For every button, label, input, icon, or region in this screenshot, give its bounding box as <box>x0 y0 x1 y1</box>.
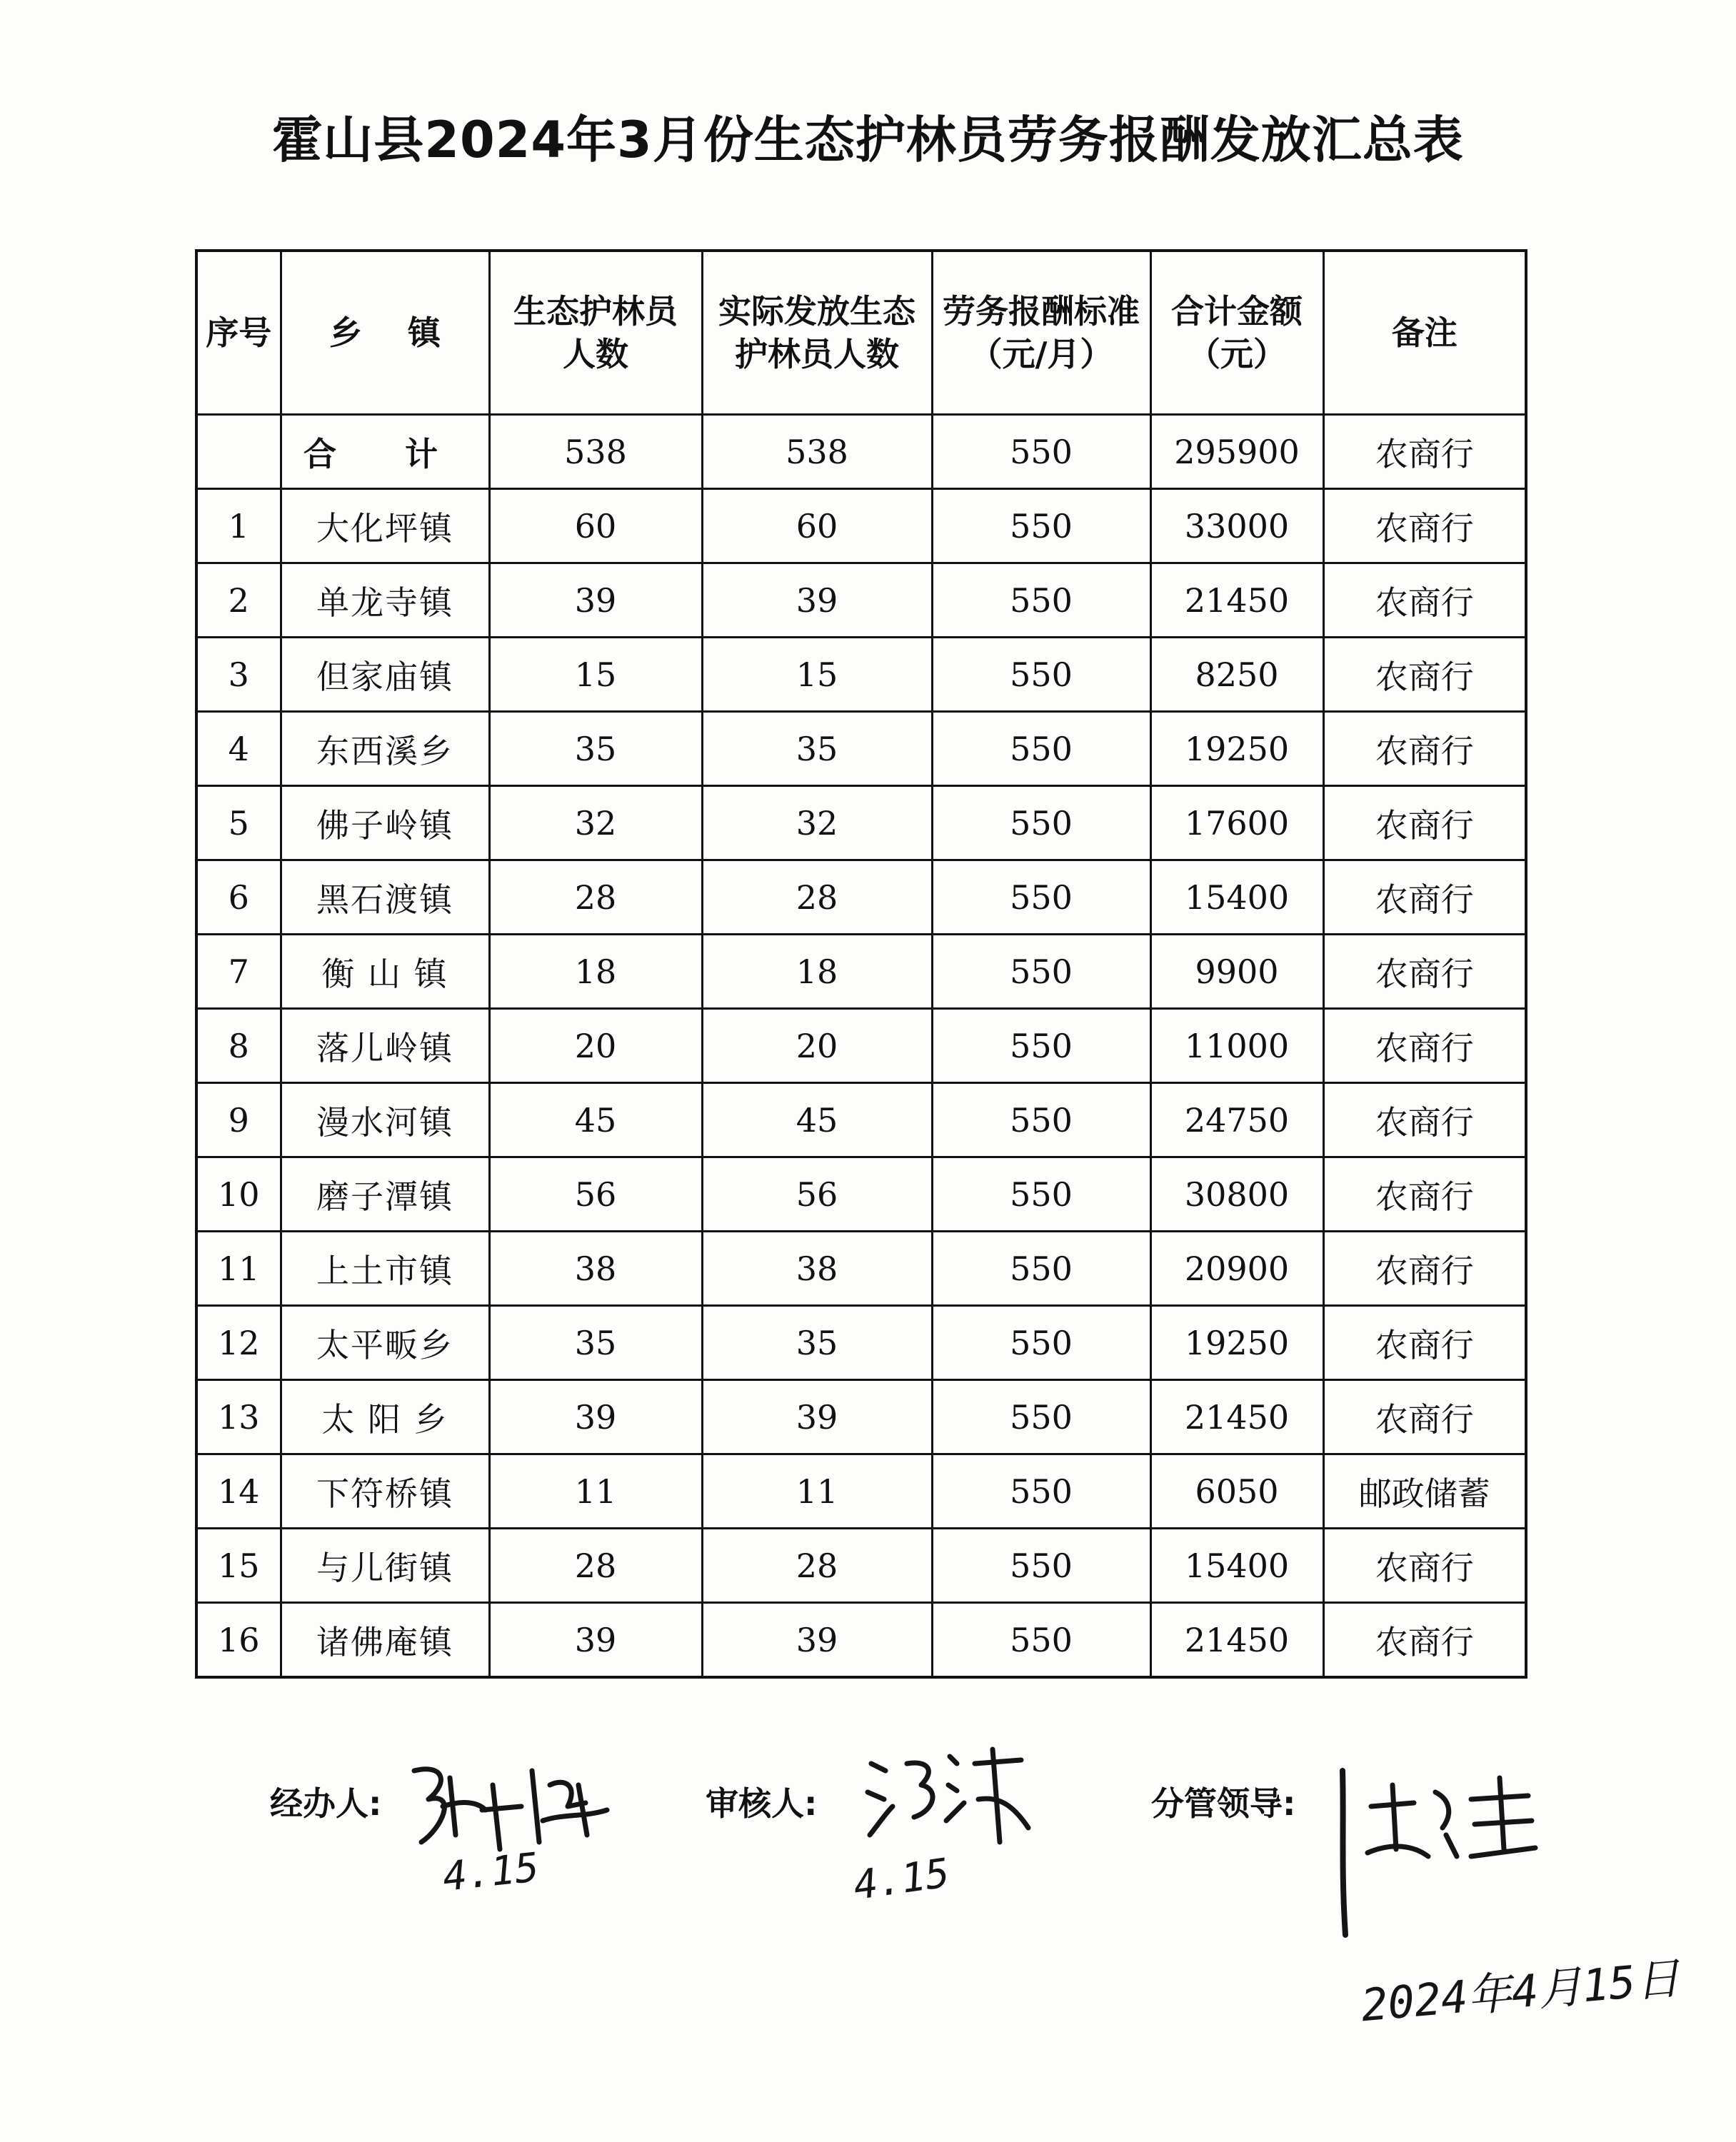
cell-actual: 45 <box>702 1083 932 1157</box>
cell-actual: 39 <box>702 1380 932 1454</box>
cell-no: 5 <box>196 786 281 860</box>
cell-note: 农商行 <box>1323 1529 1526 1603</box>
table-row <box>196 860 1526 935</box>
cell-actual: 39 <box>702 1603 932 1678</box>
cell-count: 56 <box>489 1157 702 1232</box>
cell-town: 单龙寺镇 <box>281 563 489 638</box>
cell-amount: 6050 <box>1150 1454 1323 1529</box>
cell-actual: 56 <box>702 1157 932 1232</box>
total-actual: 538 <box>702 415 932 489</box>
cell-note: 农商行 <box>1323 563 1526 638</box>
cell-no: 11 <box>196 1232 281 1306</box>
cell-standard: 550 <box>932 489 1150 563</box>
handler-label: 经办人: <box>270 1784 382 1823</box>
cell-no: 3 <box>196 638 281 712</box>
cell-amount: 33000 <box>1150 489 1323 563</box>
cell-amount: 19250 <box>1150 1306 1323 1380</box>
total-note: 农商行 <box>1323 415 1526 489</box>
cell-count: 32 <box>489 786 702 860</box>
cell-note: 农商行 <box>1323 1009 1526 1083</box>
cell-town: 但家庙镇 <box>281 638 489 712</box>
cell-actual: 39 <box>702 563 932 638</box>
cell-amount: 15400 <box>1150 860 1323 935</box>
total-label: 合 计 <box>281 415 489 489</box>
cell-town: 落儿岭镇 <box>281 1009 489 1083</box>
cell-town: 下符桥镇 <box>281 1454 489 1529</box>
cell-amount: 24750 <box>1150 1083 1323 1157</box>
header-amount: 合计金额（元） <box>1150 251 1323 415</box>
cell-amount: 11000 <box>1150 1009 1323 1083</box>
cell-town: 黑石渡镇 <box>281 860 489 935</box>
table-row <box>196 1009 1526 1083</box>
cell-count: 45 <box>489 1083 702 1157</box>
cell-standard: 550 <box>932 1529 1150 1603</box>
cell-count: 60 <box>489 489 702 563</box>
cell-count: 20 <box>489 1009 702 1083</box>
cell-amount: 30800 <box>1150 1157 1323 1232</box>
cell-standard: 550 <box>932 638 1150 712</box>
cell-note: 农商行 <box>1323 860 1526 935</box>
cell-standard: 550 <box>932 1380 1150 1454</box>
cell-standard: 550 <box>932 786 1150 860</box>
cell-standard: 550 <box>932 712 1150 786</box>
cell-standard: 550 <box>932 1232 1150 1306</box>
total-standard: 550 <box>932 415 1150 489</box>
cell-note: 农商行 <box>1323 1232 1526 1306</box>
cell-amount: 15400 <box>1150 1529 1323 1603</box>
table-row <box>196 1380 1526 1454</box>
cell-town: 诸佛庵镇 <box>281 1603 489 1678</box>
cell-no: 16 <box>196 1603 281 1678</box>
table-row <box>196 1529 1526 1603</box>
cell-amount: 21450 <box>1150 1603 1323 1678</box>
leader-date: 2024年4月15日 <box>1359 1951 1682 2032</box>
cell-standard: 550 <box>932 1603 1150 1678</box>
cell-no: 2 <box>196 563 281 638</box>
cell-amount: 9900 <box>1150 935 1323 1009</box>
total-no <box>196 415 281 489</box>
cell-town: 大化坪镇 <box>281 489 489 563</box>
cell-actual: 35 <box>702 712 932 786</box>
document-title: 霍山县2024年3月份生态护林员劳务报酬发放汇总表 <box>272 111 1464 169</box>
cell-actual: 11 <box>702 1454 932 1529</box>
total-row <box>196 415 1526 489</box>
cell-note: 农商行 <box>1323 1380 1526 1454</box>
cell-count: 35 <box>489 1306 702 1380</box>
table-row <box>196 712 1526 786</box>
cell-no: 8 <box>196 1009 281 1083</box>
table-row <box>196 1157 1526 1232</box>
cell-amount: 8250 <box>1150 638 1323 712</box>
cell-standard: 550 <box>932 1083 1150 1157</box>
table-row <box>196 1454 1526 1529</box>
cell-count: 39 <box>489 563 702 638</box>
header-actual: 实际发放生态护林员人数 <box>702 251 932 415</box>
cell-town: 衡 山 镇 <box>281 935 489 1009</box>
cell-note: 农商行 <box>1323 489 1526 563</box>
cell-count: 15 <box>489 638 702 712</box>
cell-amount: 21450 <box>1150 1380 1323 1454</box>
handler-date: 4.15 <box>440 1844 541 1901</box>
cell-no: 6 <box>196 860 281 935</box>
cell-count: 28 <box>489 1529 702 1603</box>
cell-count: 11 <box>489 1454 702 1529</box>
cell-count: 28 <box>489 860 702 935</box>
header-town: 乡 镇 <box>281 251 489 415</box>
cell-no: 13 <box>196 1380 281 1454</box>
table-row <box>196 1232 1526 1306</box>
cell-amount: 20900 <box>1150 1232 1323 1306</box>
cell-standard: 550 <box>932 563 1150 638</box>
header-count: 生态护林员人数 <box>489 251 702 415</box>
cell-no: 10 <box>196 1157 281 1232</box>
leader-label: 分管领导: <box>1151 1784 1296 1823</box>
header-standard: 劳务报酬标准（元/月） <box>932 251 1150 415</box>
table-row <box>196 563 1526 638</box>
cell-actual: 18 <box>702 935 932 1009</box>
cell-standard: 550 <box>932 1454 1150 1529</box>
leader-signature <box>1328 1756 1564 1942</box>
cell-standard: 550 <box>932 1157 1150 1232</box>
header-note: 备注 <box>1323 251 1526 415</box>
cell-note: 农商行 <box>1323 1603 1526 1678</box>
cell-amount: 19250 <box>1150 712 1323 786</box>
header-no: 序号 <box>196 251 281 415</box>
table-row <box>196 786 1526 860</box>
cell-amount: 21450 <box>1150 563 1323 638</box>
cell-town: 磨子潭镇 <box>281 1157 489 1232</box>
cell-count: 18 <box>489 935 702 1009</box>
cell-actual: 28 <box>702 1529 932 1603</box>
cell-note: 邮政储蓄 <box>1323 1454 1526 1529</box>
cell-actual: 15 <box>702 638 932 712</box>
table-row <box>196 935 1526 1009</box>
reviewer-signature <box>857 1742 1043 1871</box>
cell-actual: 60 <box>702 489 932 563</box>
cell-actual: 28 <box>702 860 932 935</box>
cell-town: 上土市镇 <box>281 1232 489 1306</box>
cell-no: 7 <box>196 935 281 1009</box>
cell-town: 佛子岭镇 <box>281 786 489 860</box>
cell-amount: 17600 <box>1150 786 1323 860</box>
cell-note: 农商行 <box>1323 1306 1526 1380</box>
cell-no: 15 <box>196 1529 281 1603</box>
cell-count: 38 <box>489 1232 702 1306</box>
cell-no: 12 <box>196 1306 281 1380</box>
cell-standard: 550 <box>932 1009 1150 1083</box>
cell-no: 4 <box>196 712 281 786</box>
cell-count: 39 <box>489 1380 702 1454</box>
cell-note: 农商行 <box>1323 638 1526 712</box>
cell-actual: 32 <box>702 786 932 860</box>
table-row <box>196 1603 1526 1678</box>
cell-standard: 550 <box>932 935 1150 1009</box>
total-amount: 295900 <box>1150 415 1323 489</box>
cell-count: 39 <box>489 1603 702 1678</box>
cell-standard: 550 <box>932 860 1150 935</box>
cell-town: 漫水河镇 <box>281 1083 489 1157</box>
cell-actual: 35 <box>702 1306 932 1380</box>
cell-no: 14 <box>196 1454 281 1529</box>
cell-standard: 550 <box>932 1306 1150 1380</box>
table-row <box>196 1083 1526 1157</box>
summary-table <box>195 249 1527 1679</box>
cell-note: 农商行 <box>1323 935 1526 1009</box>
reviewer-label: 审核人: <box>706 1784 818 1823</box>
cell-town: 东西溪乡 <box>281 712 489 786</box>
cell-note: 农商行 <box>1323 1083 1526 1157</box>
cell-actual: 38 <box>702 1232 932 1306</box>
cell-actual: 20 <box>702 1009 932 1083</box>
cell-town: 太平畈乡 <box>281 1306 489 1380</box>
cell-note: 农商行 <box>1323 712 1526 786</box>
cell-note: 农商行 <box>1323 786 1526 860</box>
table-row <box>196 489 1526 563</box>
cell-no: 1 <box>196 489 281 563</box>
cell-town: 太 阳 乡 <box>281 1380 489 1454</box>
table-row <box>196 638 1526 712</box>
table-row <box>196 1306 1526 1380</box>
cell-note: 农商行 <box>1323 1157 1526 1232</box>
total-count: 538 <box>489 415 702 489</box>
reviewer-date: 4.15 <box>851 1849 953 1910</box>
cell-count: 35 <box>489 712 702 786</box>
header-row <box>196 251 1526 415</box>
cell-town: 与儿街镇 <box>281 1529 489 1603</box>
cell-no: 9 <box>196 1083 281 1157</box>
